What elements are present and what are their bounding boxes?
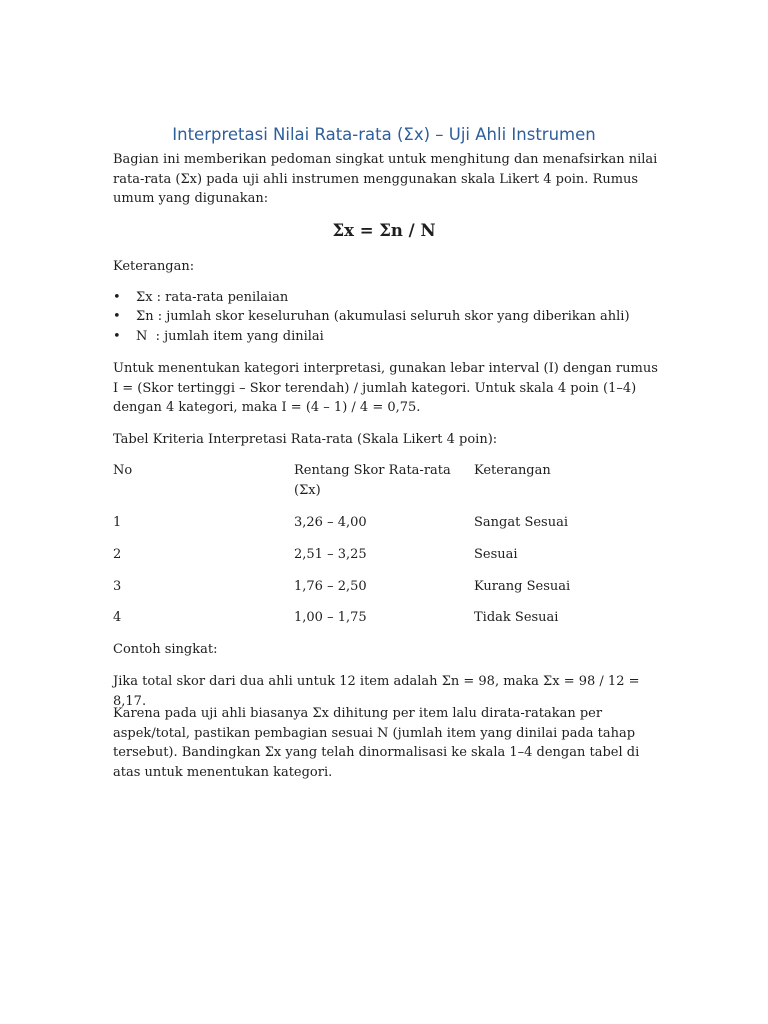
table-cell-no: 3: [113, 579, 122, 594]
keterangan-label: Keterangan:: [113, 259, 195, 274]
table-caption: Tabel Kriteria Interpretasi Rata-rata (Skala Likert 4 poin):: [113, 432, 498, 447]
bullet-icon: •: [113, 309, 121, 325]
definition-sum-n: Σn : jumlah skor keseluruhan (akumulasi seluruh skor yang diberikan ahli): [136, 309, 630, 325]
closing-paragraph: Karena pada uji ahli biasanya Σx dihitung per item lalu dirata-ratakan per aspek/total, pastikan pembagian sesuai N (jumlah item yang dinilai pada tahap tersebut). Bandingkan Σx yang telah dinormalisasi ke skala 1–4 dengan tabel di atas untuk menentukan kategori.: [113, 706, 640, 780]
bullet-icon: •: [113, 290, 121, 305]
list-item: [113, 307, 658, 326]
bullet-icon: •: [113, 328, 121, 344]
intro-paragraph: Bagian ini memberikan pedoman singkat untuk menghitung dan menafsirkan nilai rata-rata (Σx) pada uji ahli instrumen menggunakan skala Likert 4 poin. Rumus umum yang digunakan:: [113, 152, 658, 206]
table-cell-no: 4: [113, 610, 122, 625]
header-no: No: [113, 463, 133, 478]
table-cell-no: 1: [113, 515, 122, 530]
header-description: Keterangan: [474, 463, 551, 478]
table-cell-description: Sangat Sesuai: [474, 515, 569, 530]
example-text: Jika total skor dari dua ahli untuk 12 item adalah Σn = 98, maka Σx = 98 / 12 = 8,17.: [113, 674, 640, 709]
header-range: Rentang Skor Rata-rata (Σx): [294, 463, 451, 498]
table-cell-range: 2,51 – 3,25: [294, 547, 367, 562]
list-item: [113, 288, 658, 307]
formula: Σx = Σn / N: [332, 221, 436, 240]
interval-paragraph: Untuk menentukan kategori interpretasi, gunakan lebar interval (I) dengan rumus I = (Skor tertinggi – Skor terendah) / jumlah kategori. Untuk skala 4 poin (1–4) dengan 4 kategori, maka I = (4 – 1) / 4 = 0,75.: [113, 361, 658, 415]
table-cell-no: 2: [113, 547, 122, 562]
table-cell-range: 1,76 – 2,50: [294, 579, 367, 594]
table-cell-range: 1,00 – 1,75: [294, 610, 367, 625]
table-cell-range: 3,26 – 4,00: [294, 515, 367, 530]
definition-sum-x: Σx : rata-rata penilaian: [136, 290, 289, 305]
table-cell-description: Tidak Sesuai: [474, 610, 559, 625]
document-title: Interpretasi Nilai Rata-rata (Σx) – Uji Ahli Instrumen: [172, 125, 596, 144]
table-cell-description: Sesuai: [474, 547, 518, 562]
list-item: [113, 327, 658, 346]
table-cell-description: Kurang Sesuai: [474, 579, 571, 594]
definition-list: [113, 288, 658, 346]
definition-n: N : jumlah item yang dinilai: [136, 328, 324, 344]
example-label: Contoh singkat:: [113, 642, 218, 657]
